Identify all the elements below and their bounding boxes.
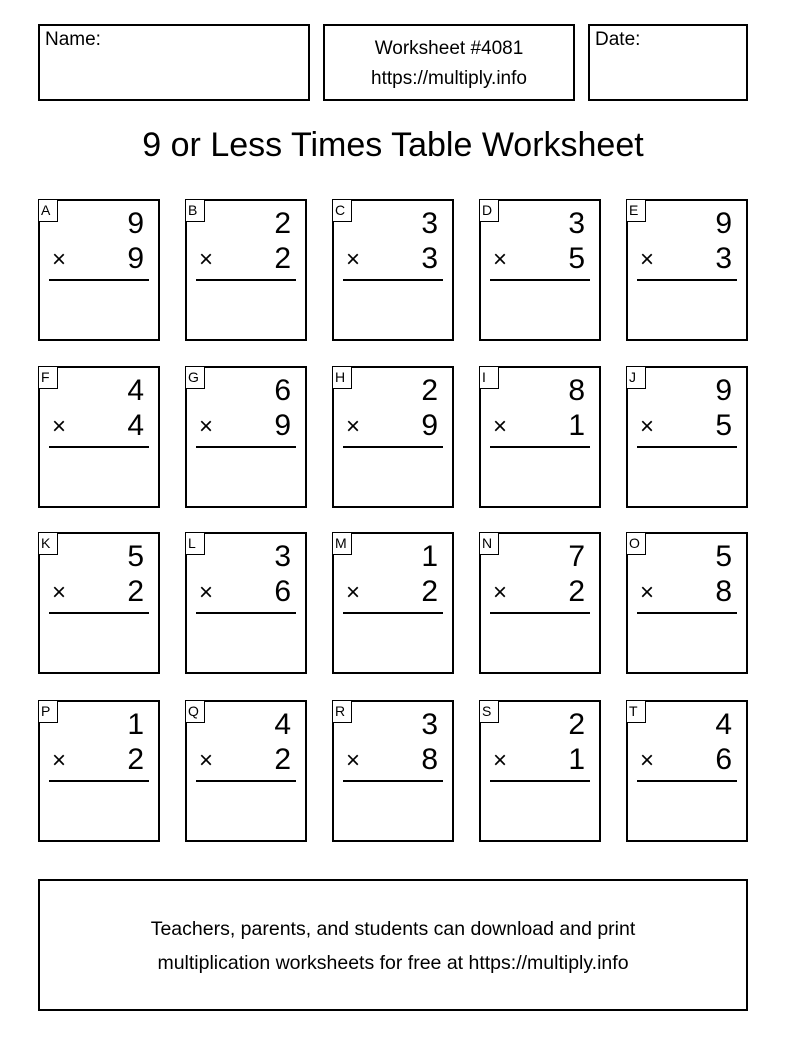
multiply-sign: ×: [52, 747, 67, 774]
worksheet-number: Worksheet #4081: [374, 38, 524, 59]
multiply-sign: ×: [199, 246, 214, 273]
multiplier: 3: [421, 242, 438, 275]
multiplicand: 9: [715, 207, 732, 240]
problem-card[interactable]: [479, 532, 601, 674]
multiply-sign: ×: [346, 579, 361, 606]
answer-line: [49, 780, 149, 782]
multiplicand: 4: [715, 708, 732, 741]
multiplier: 8: [421, 743, 438, 776]
problem-card[interactable]: [185, 532, 307, 674]
problem-label: N: [479, 532, 499, 555]
problem-card[interactable]: [626, 700, 748, 842]
problem-card[interactable]: [185, 700, 307, 842]
problem-label: L: [185, 532, 205, 555]
problem-label: T: [626, 700, 646, 723]
multiplier: 5: [715, 409, 732, 442]
page-title: 9 or Less Times Table Worksheet: [142, 126, 644, 164]
multiplicand: 1: [421, 540, 438, 573]
multiplier: 9: [421, 409, 438, 442]
multiply-sign: ×: [199, 747, 214, 774]
problem-card[interactable]: [38, 199, 160, 341]
problem-label: O: [626, 532, 646, 555]
problem-card[interactable]: [38, 366, 160, 508]
problem-card[interactable]: [38, 700, 160, 842]
multiplicand: 4: [274, 708, 291, 741]
date-label: Date:: [595, 29, 641, 50]
problem-label: M: [332, 532, 352, 555]
footer-line-1: Teachers, parents, and students can download and print: [150, 918, 636, 940]
worksheet-url: https://multiply.info: [371, 68, 527, 89]
problem-label: H: [332, 366, 352, 389]
problem-card[interactable]: [332, 199, 454, 341]
multiplicand: 2: [421, 374, 438, 407]
multiplicand: 3: [421, 708, 438, 741]
problem-card[interactable]: [38, 532, 160, 674]
answer-line: [196, 612, 296, 614]
multiplicand: 2: [274, 207, 291, 240]
multiply-sign: ×: [640, 579, 655, 606]
name-field[interactable]: [38, 24, 310, 101]
worksheet-info-box: [323, 24, 575, 101]
multiply-sign: ×: [640, 747, 655, 774]
multiply-sign: ×: [640, 413, 655, 440]
multiplier: 1: [568, 743, 585, 776]
answer-line: [637, 279, 737, 281]
problem-card[interactable]: [626, 532, 748, 674]
problem-label: D: [479, 199, 499, 222]
problem-label: Q: [185, 700, 205, 723]
problem-label: S: [479, 700, 499, 723]
problem-label: P: [38, 700, 58, 723]
multiplier: 3: [715, 242, 732, 275]
problem-label: F: [38, 366, 58, 389]
multiplicand: 7: [568, 540, 585, 573]
multiplier: 6: [715, 743, 732, 776]
multiplier: 5: [568, 242, 585, 275]
multiply-sign: ×: [346, 246, 361, 273]
multiplier: 2: [127, 575, 144, 608]
multiply-sign: ×: [493, 579, 508, 606]
answer-line: [49, 612, 149, 614]
answer-line: [490, 446, 590, 448]
multiply-sign: ×: [346, 413, 361, 440]
multiply-sign: ×: [52, 579, 67, 606]
multiplier: 2: [421, 575, 438, 608]
problem-card[interactable]: [479, 700, 601, 842]
footer-line-2: multiplication worksheets for free at https://multiply.info: [157, 952, 629, 974]
problem-label: A: [38, 199, 58, 222]
multiplicand: 2: [568, 708, 585, 741]
multiplier: 2: [274, 743, 291, 776]
answer-line: [490, 780, 590, 782]
multiplier: 9: [274, 409, 291, 442]
answer-line: [490, 612, 590, 614]
multiply-sign: ×: [346, 747, 361, 774]
problem-label: K: [38, 532, 58, 555]
problem-label: G: [185, 366, 205, 389]
multiplier: 4: [127, 409, 144, 442]
multiply-sign: ×: [640, 246, 655, 273]
multiplier: 6: [274, 575, 291, 608]
multiplier: 9: [127, 242, 144, 275]
multiplier: 8: [715, 575, 732, 608]
multiplier: 2: [568, 575, 585, 608]
answer-line: [343, 780, 443, 782]
answer-line: [343, 279, 443, 281]
problem-label: B: [185, 199, 205, 222]
answer-line: [343, 612, 443, 614]
multiply-sign: ×: [493, 413, 508, 440]
multiply-sign: ×: [493, 246, 508, 273]
answer-line: [490, 279, 590, 281]
problem-card[interactable]: [626, 366, 748, 508]
answer-line: [49, 446, 149, 448]
problem-label: I: [479, 366, 499, 389]
problem-card[interactable]: [479, 199, 601, 341]
multiplicand: 5: [127, 540, 144, 573]
problem-label: R: [332, 700, 352, 723]
multiplicand: 3: [274, 540, 291, 573]
answer-line: [196, 446, 296, 448]
multiplicand: 9: [715, 374, 732, 407]
multiply-sign: ×: [199, 579, 214, 606]
answer-line: [637, 612, 737, 614]
multiply-sign: ×: [52, 246, 67, 273]
problem-label: J: [626, 366, 646, 389]
multiply-sign: ×: [199, 413, 214, 440]
multiplicand: 1: [127, 708, 144, 741]
multiply-sign: ×: [493, 747, 508, 774]
multiplicand: 3: [568, 207, 585, 240]
problem-card[interactable]: [332, 366, 454, 508]
problem-card[interactable]: [185, 199, 307, 341]
answer-line: [196, 780, 296, 782]
answer-line: [637, 446, 737, 448]
multiplicand: 3: [421, 207, 438, 240]
problem-card[interactable]: [332, 532, 454, 674]
problem-card[interactable]: [185, 366, 307, 508]
problem-card[interactable]: [332, 700, 454, 842]
answer-line: [637, 780, 737, 782]
problem-card[interactable]: [626, 199, 748, 341]
multiplier: 2: [274, 242, 291, 275]
multiplier: 1: [568, 409, 585, 442]
answer-line: [343, 446, 443, 448]
multiplicand: 5: [715, 540, 732, 573]
date-field[interactable]: [588, 24, 748, 101]
multiplier: 2: [127, 743, 144, 776]
multiplicand: 6: [274, 374, 291, 407]
footer-note: [38, 879, 748, 1011]
answer-line: [49, 279, 149, 281]
multiplicand: 8: [568, 374, 585, 407]
name-label: Name:: [45, 29, 101, 50]
multiply-sign: ×: [52, 413, 67, 440]
problem-label: E: [626, 199, 646, 222]
multiplicand: 9: [127, 207, 144, 240]
multiplicand: 4: [127, 374, 144, 407]
problem-label: C: [332, 199, 352, 222]
answer-line: [196, 279, 296, 281]
problem-card[interactable]: [479, 366, 601, 508]
